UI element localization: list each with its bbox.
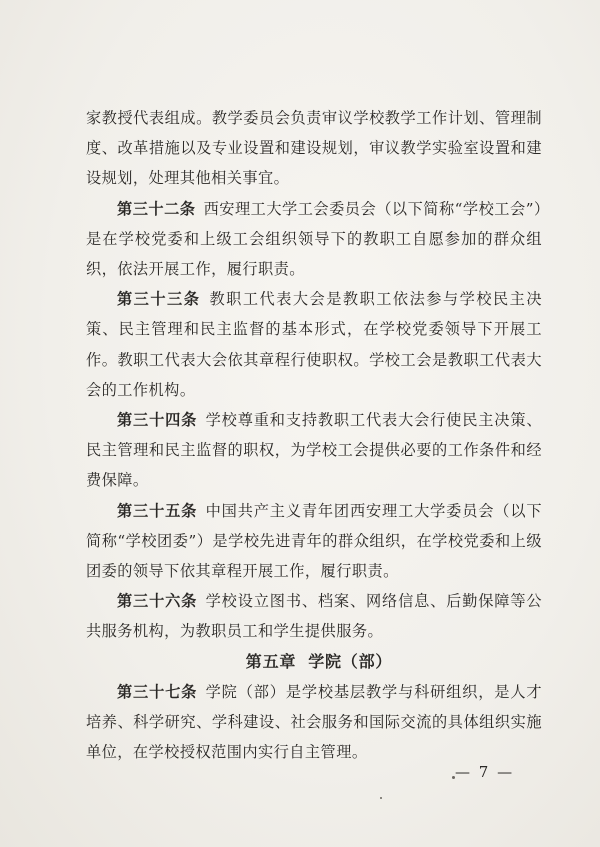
article-text: 教职工代表大会是教职工依法参与学校民主决策、民主管理和民主监督的基本形式，在学校党委领导下开展工作。教职工代表大会依其章程行使职权。学校工会是教职工代表大会的工作机构。	[86, 290, 542, 399]
scan-speck	[380, 797, 382, 799]
article-text: 学校设立图书、档案、网络信息、后勤保障等公共服务机构，为教职员工和学生提供服务。	[86, 592, 543, 641]
article-number: 第三十四条	[117, 411, 198, 430]
article-number: 第三十六条	[117, 592, 198, 611]
article-number: 第三十七条	[117, 682, 198, 701]
paragraph-text: 家教授代表组成。教学委员会负责审议学校教学工作计划、管理制度、改革措施以及专业设置和建设规划，审议教学实验室设置和建设规划，处理其他相关事宜。	[86, 109, 542, 188]
article-number: 第三十二条	[117, 199, 196, 218]
page-number: — 7 —	[455, 763, 515, 781]
article-text: 西安理工大学工会委员会（以下简称“学校工会”）是在学校党委和上级工会组织领导下的教职工自愿参加的群众组织，依法开展工作，履行职责。	[86, 199, 543, 279]
article-33	[86, 284, 542, 405]
chapter-heading	[86, 647, 542, 677]
chapter-title: 学院（部）	[308, 651, 393, 671]
article-36	[86, 586, 542, 646]
article-37	[86, 677, 542, 768]
paragraph-continuation	[86, 103, 542, 194]
article-text: 学校尊重和支持教职工代表大会行使民主决策、民主管理和民主监督的职权，为学校工会提供必要的工作条件和经费保障。	[86, 411, 543, 490]
article-text: 中国共产主义青年团西安理工大学委员会（以下简称“学校团委”）是学校先进青年的群众组织，在学校党委和上级团委的领导下依其章程开展工作，履行职责。	[86, 501, 543, 581]
article-number: 第三十五条	[117, 501, 198, 520]
article-34	[86, 405, 542, 496]
article-text: 学院（部）是学校基层教学与科研组织，是人才培养、科学研究、学科建设、社会服务和国际交流的具体组织实施单位，在学校授权范围内实行自主管理。	[86, 682, 543, 762]
scan-speck	[452, 776, 455, 779]
document-body	[86, 103, 542, 767]
chapter-number: 第五章	[245, 651, 297, 671]
article-35	[86, 496, 542, 587]
article-32	[86, 194, 542, 285]
article-number: 第三十三条	[117, 290, 201, 309]
